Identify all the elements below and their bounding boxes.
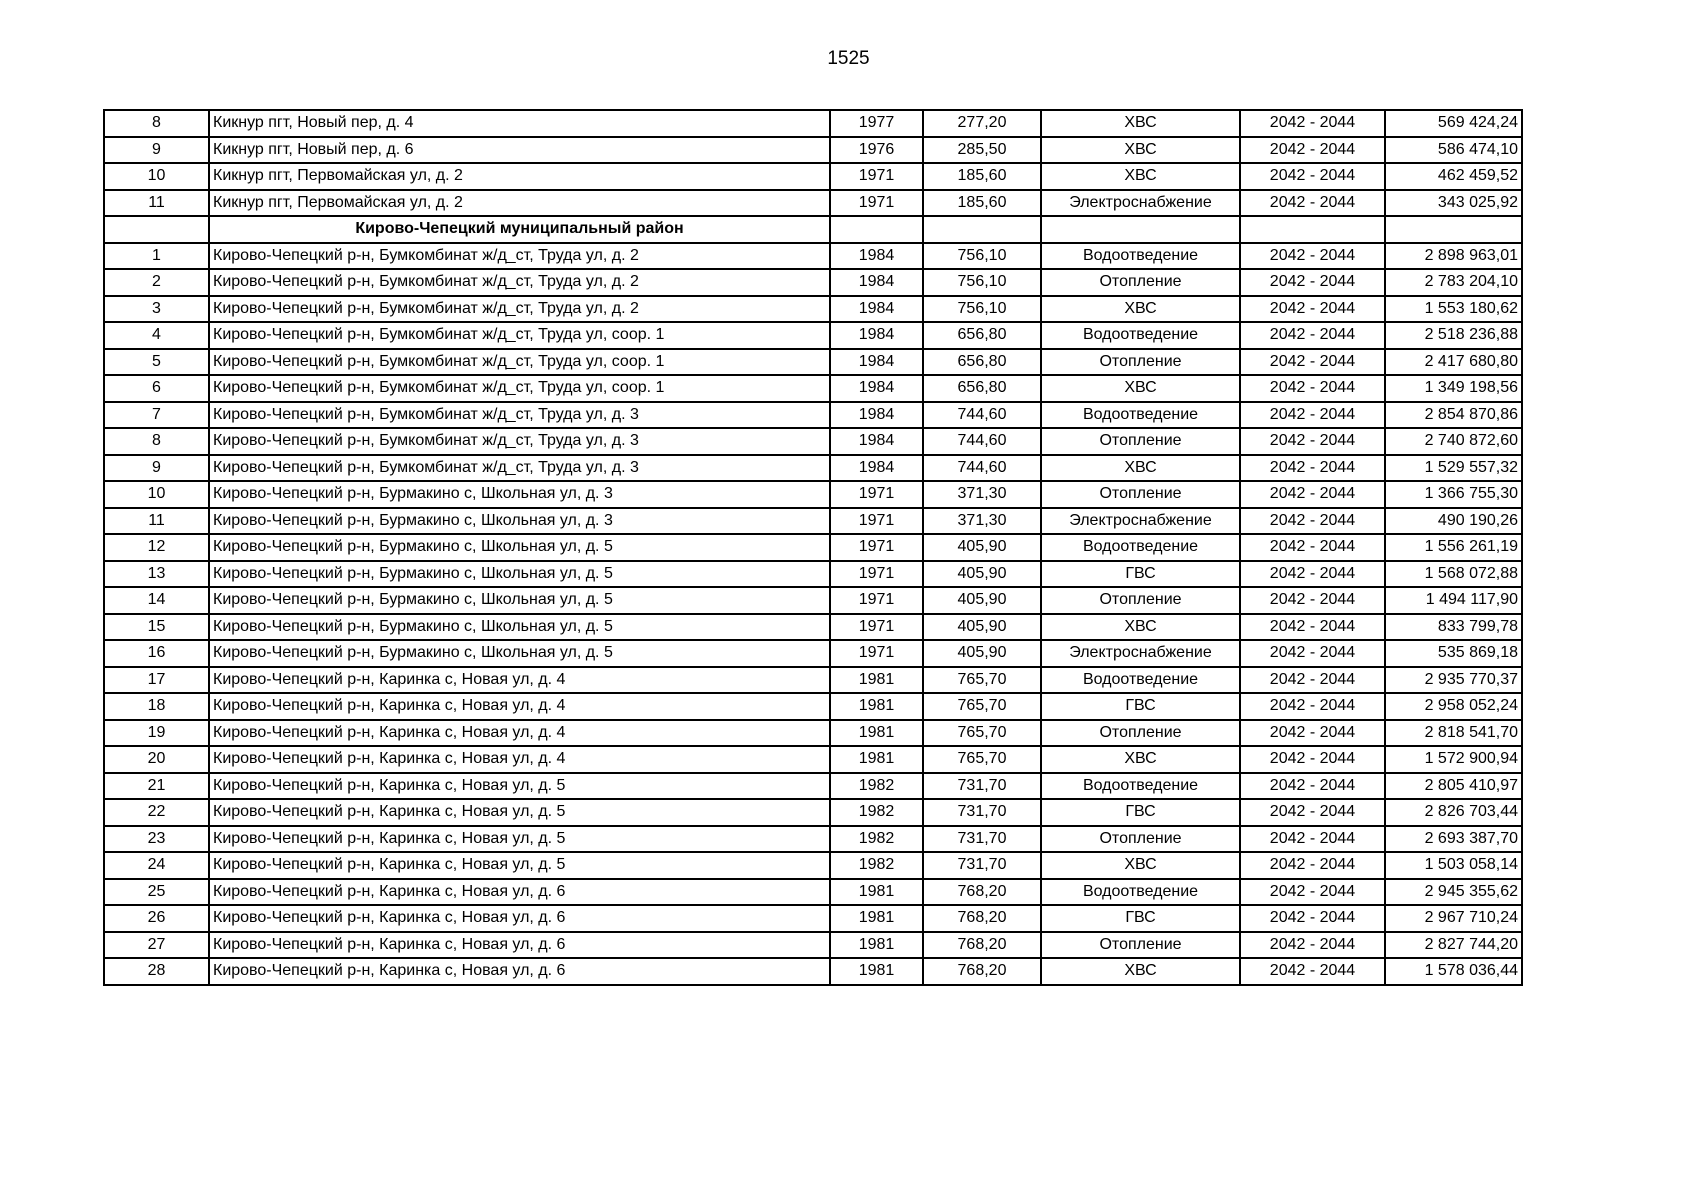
period-cell: 2042 - 2044 — [1240, 322, 1385, 349]
build-year-cell: 1971 — [830, 163, 923, 190]
row-number-cell: 14 — [104, 587, 209, 614]
period-cell — [1240, 216, 1385, 243]
address-cell: Кирово-Чепецкий р-н, Каринка с, Новая ул, д. 5 — [209, 773, 830, 800]
table-row — [104, 879, 1522, 906]
area-cell: 768,20 — [923, 879, 1041, 906]
table-row — [104, 958, 1522, 985]
work-type-cell: Электроснабжение — [1041, 190, 1240, 217]
build-year-cell: 1982 — [830, 773, 923, 800]
row-number-cell: 13 — [104, 561, 209, 588]
build-year-cell: 1981 — [830, 720, 923, 747]
area-cell: 744,60 — [923, 428, 1041, 455]
address-cell: Кикнур пгт, Первомайская ул, д. 2 — [209, 190, 830, 217]
cost-cell: 2 693 387,70 — [1385, 826, 1522, 853]
address-cell: Кирово-Чепецкий р-н, Бурмакино с, Школьная ул, д. 5 — [209, 640, 830, 667]
work-type-cell: Водоотведение — [1041, 879, 1240, 906]
table-row — [104, 508, 1522, 535]
work-type-cell: ГВС — [1041, 561, 1240, 588]
table-row — [104, 932, 1522, 959]
area-cell: 371,30 — [923, 481, 1041, 508]
work-type-cell: ГВС — [1041, 693, 1240, 720]
build-year-cell: 1984 — [830, 455, 923, 482]
area-cell: 765,70 — [923, 667, 1041, 694]
row-number-cell: 21 — [104, 773, 209, 800]
cost-cell: 1 568 072,88 — [1385, 561, 1522, 588]
work-type-cell: ХВС — [1041, 163, 1240, 190]
period-cell: 2042 - 2044 — [1240, 190, 1385, 217]
work-type-cell: Водоотведение — [1041, 322, 1240, 349]
cost-cell: 2 805 410,97 — [1385, 773, 1522, 800]
build-year-cell: 1971 — [830, 561, 923, 588]
address-cell: Кирово-Чепецкий р-н, Бурмакино с, Школьная ул, д. 3 — [209, 481, 830, 508]
area-cell: 756,10 — [923, 269, 1041, 296]
period-cell: 2042 - 2044 — [1240, 667, 1385, 694]
area-cell: 405,90 — [923, 640, 1041, 667]
section-title: Кирово-Чепецкий муниципальный район — [209, 216, 830, 243]
work-type-cell: ХВС — [1041, 852, 1240, 879]
build-year-cell: 1982 — [830, 852, 923, 879]
row-number-cell: 20 — [104, 746, 209, 773]
table-row — [104, 587, 1522, 614]
repair-schedule-table — [103, 109, 1523, 986]
work-type-cell: Водоотведение — [1041, 402, 1240, 429]
build-year-cell: 1971 — [830, 587, 923, 614]
build-year-cell: 1981 — [830, 879, 923, 906]
table-row — [104, 137, 1522, 164]
period-cell: 2042 - 2044 — [1240, 932, 1385, 959]
build-year-cell: 1971 — [830, 190, 923, 217]
address-cell: Кикнур пгт, Новый пер, д. 4 — [209, 110, 830, 137]
table-row — [104, 190, 1522, 217]
period-cell: 2042 - 2044 — [1240, 137, 1385, 164]
area-cell: 656,80 — [923, 322, 1041, 349]
cost-cell: 2 935 770,37 — [1385, 667, 1522, 694]
table-row — [104, 243, 1522, 270]
address-cell: Кирово-Чепецкий р-н, Каринка с, Новая ул, д. 5 — [209, 852, 830, 879]
area-cell: 765,70 — [923, 746, 1041, 773]
period-cell: 2042 - 2044 — [1240, 614, 1385, 641]
area-cell: 768,20 — [923, 932, 1041, 959]
address-cell: Кирово-Чепецкий р-н, Бурмакино с, Школьная ул, д. 5 — [209, 561, 830, 588]
table-row — [104, 349, 1522, 376]
cost-cell: 2 854 870,86 — [1385, 402, 1522, 429]
period-cell: 2042 - 2044 — [1240, 561, 1385, 588]
table-row — [104, 640, 1522, 667]
address-cell: Кирово-Чепецкий р-н, Бурмакино с, Школьная ул, д. 5 — [209, 587, 830, 614]
row-number-cell: 23 — [104, 826, 209, 853]
table-row — [104, 826, 1522, 853]
period-cell: 2042 - 2044 — [1240, 375, 1385, 402]
address-cell: Кирово-Чепецкий р-н, Бумкомбинат ж/д_ст, Труда ул, д. 3 — [209, 428, 830, 455]
period-cell: 2042 - 2044 — [1240, 852, 1385, 879]
address-cell: Кирово-Чепецкий р-н, Бумкомбинат ж/д_ст, Труда ул, соор. 1 — [209, 322, 830, 349]
area-cell: 405,90 — [923, 561, 1041, 588]
work-type-cell: Электроснабжение — [1041, 508, 1240, 535]
build-year-cell: 1971 — [830, 508, 923, 535]
period-cell: 2042 - 2044 — [1240, 826, 1385, 853]
row-number-cell: 1 — [104, 243, 209, 270]
area-cell: 656,80 — [923, 375, 1041, 402]
work-type-cell: ХВС — [1041, 614, 1240, 641]
period-cell: 2042 - 2044 — [1240, 958, 1385, 985]
work-type-cell: ГВС — [1041, 905, 1240, 932]
row-number-cell: 12 — [104, 534, 209, 561]
row-number-cell: 18 — [104, 693, 209, 720]
address-cell: Кирово-Чепецкий р-н, Каринка с, Новая ул, д. 4 — [209, 693, 830, 720]
build-year-cell: 1976 — [830, 137, 923, 164]
period-cell: 2042 - 2044 — [1240, 773, 1385, 800]
work-type-cell: Электроснабжение — [1041, 640, 1240, 667]
table-row — [104, 799, 1522, 826]
period-cell: 2042 - 2044 — [1240, 110, 1385, 137]
period-cell: 2042 - 2044 — [1240, 481, 1385, 508]
row-number-cell: 28 — [104, 958, 209, 985]
cost-cell: 490 190,26 — [1385, 508, 1522, 535]
cost-cell: 1 529 557,32 — [1385, 455, 1522, 482]
area-cell: 744,60 — [923, 455, 1041, 482]
cost-cell: 2 945 355,62 — [1385, 879, 1522, 906]
row-number-cell: 24 — [104, 852, 209, 879]
row-number-cell: 11 — [104, 190, 209, 217]
area-cell: 756,10 — [923, 296, 1041, 323]
area-cell: 277,20 — [923, 110, 1041, 137]
cost-cell: 2 783 204,10 — [1385, 269, 1522, 296]
period-cell: 2042 - 2044 — [1240, 879, 1385, 906]
build-year-cell — [830, 216, 923, 243]
row-number-cell: 8 — [104, 428, 209, 455]
address-cell: Кирово-Чепецкий р-н, Каринка с, Новая ул, д. 4 — [209, 667, 830, 694]
cost-cell: 2 740 872,60 — [1385, 428, 1522, 455]
address-cell: Кирово-Чепецкий р-н, Бумкомбинат ж/д_ст, Труда ул, д. 3 — [209, 402, 830, 429]
work-type-cell: Отопление — [1041, 269, 1240, 296]
table-row — [104, 375, 1522, 402]
cost-cell: 535 869,18 — [1385, 640, 1522, 667]
address-cell: Кикнур пгт, Новый пер, д. 6 — [209, 137, 830, 164]
address-cell: Кирово-Чепецкий р-н, Каринка с, Новая ул, д. 5 — [209, 799, 830, 826]
period-cell: 2042 - 2044 — [1240, 269, 1385, 296]
row-number-cell: 10 — [104, 481, 209, 508]
table-row — [104, 163, 1522, 190]
row-number-cell: 25 — [104, 879, 209, 906]
work-type-cell: Водоотведение — [1041, 534, 1240, 561]
work-type-cell: Водоотведение — [1041, 667, 1240, 694]
build-year-cell: 1981 — [830, 667, 923, 694]
work-type-cell: Отопление — [1041, 428, 1240, 455]
build-year-cell: 1984 — [830, 349, 923, 376]
period-cell: 2042 - 2044 — [1240, 746, 1385, 773]
work-type-cell: ХВС — [1041, 746, 1240, 773]
build-year-cell: 1982 — [830, 826, 923, 853]
period-cell: 2042 - 2044 — [1240, 402, 1385, 429]
work-type-cell: Отопление — [1041, 826, 1240, 853]
address-cell: Кирово-Чепецкий р-н, Бумкомбинат ж/д_ст, Труда ул, д. 2 — [209, 296, 830, 323]
area-cell: 731,70 — [923, 799, 1041, 826]
address-cell: Кирово-Чепецкий р-н, Бурмакино с, Школьная ул, д. 5 — [209, 614, 830, 641]
cost-cell: 1 556 261,19 — [1385, 534, 1522, 561]
table-row — [104, 110, 1522, 137]
table-row — [104, 296, 1522, 323]
table-row — [104, 561, 1522, 588]
build-year-cell: 1981 — [830, 905, 923, 932]
period-cell: 2042 - 2044 — [1240, 163, 1385, 190]
work-type-cell: ХВС — [1041, 137, 1240, 164]
row-number-cell: 2 — [104, 269, 209, 296]
address-cell: Кирово-Чепецкий р-н, Каринка с, Новая ул, д. 4 — [209, 720, 830, 747]
area-cell — [923, 216, 1041, 243]
table-row — [104, 852, 1522, 879]
work-type-cell: Водоотведение — [1041, 773, 1240, 800]
table-row — [104, 269, 1522, 296]
table-row — [104, 720, 1522, 747]
area-cell: 371,30 — [923, 508, 1041, 535]
build-year-cell: 1984 — [830, 375, 923, 402]
row-number-cell: 9 — [104, 455, 209, 482]
address-cell: Кирово-Чепецкий р-н, Бумкомбинат ж/д_ст, Труда ул, д. 2 — [209, 269, 830, 296]
area-cell: 744,60 — [923, 402, 1041, 429]
area-cell: 731,70 — [923, 773, 1041, 800]
table-row — [104, 693, 1522, 720]
address-cell: Кикнур пгт, Первомайская ул, д. 2 — [209, 163, 830, 190]
cost-cell: 1 553 180,62 — [1385, 296, 1522, 323]
address-cell: Кирово-Чепецкий р-н, Каринка с, Новая ул, д. 5 — [209, 826, 830, 853]
row-number-cell: 5 — [104, 349, 209, 376]
cost-cell: 586 474,10 — [1385, 137, 1522, 164]
period-cell: 2042 - 2044 — [1240, 243, 1385, 270]
address-cell: Кирово-Чепецкий р-н, Бурмакино с, Школьная ул, д. 3 — [209, 508, 830, 535]
address-cell: Кирово-Чепецкий р-н, Каринка с, Новая ул, д. 6 — [209, 958, 830, 985]
cost-cell: 2 518 236,88 — [1385, 322, 1522, 349]
build-year-cell: 1981 — [830, 693, 923, 720]
row-number-cell: 15 — [104, 614, 209, 641]
work-type-cell: ХВС — [1041, 110, 1240, 137]
work-type-cell: Отопление — [1041, 720, 1240, 747]
address-cell: Кирово-Чепецкий р-н, Каринка с, Новая ул, д. 6 — [209, 905, 830, 932]
table-row — [104, 614, 1522, 641]
row-number-cell: 9 — [104, 137, 209, 164]
build-year-cell: 1984 — [830, 243, 923, 270]
address-cell: Кирово-Чепецкий р-н, Бурмакино с, Школьная ул, д. 5 — [209, 534, 830, 561]
cost-cell: 2 818 541,70 — [1385, 720, 1522, 747]
period-cell: 2042 - 2044 — [1240, 455, 1385, 482]
table-row — [104, 455, 1522, 482]
cost-cell: 1 366 755,30 — [1385, 481, 1522, 508]
cost-cell: 2 417 680,80 — [1385, 349, 1522, 376]
build-year-cell: 1984 — [830, 269, 923, 296]
cost-cell: 2 958 052,24 — [1385, 693, 1522, 720]
area-cell: 405,90 — [923, 614, 1041, 641]
build-year-cell: 1984 — [830, 296, 923, 323]
row-number-cell: 7 — [104, 402, 209, 429]
row-number-cell — [104, 216, 209, 243]
work-type-cell: Отопление — [1041, 349, 1240, 376]
period-cell: 2042 - 2044 — [1240, 720, 1385, 747]
address-cell: Кирово-Чепецкий р-н, Каринка с, Новая ул, д. 6 — [209, 879, 830, 906]
work-type-cell: ГВС — [1041, 799, 1240, 826]
work-type-cell: Отопление — [1041, 587, 1240, 614]
cost-cell: 1 572 900,94 — [1385, 746, 1522, 773]
cost-cell: 2 826 703,44 — [1385, 799, 1522, 826]
build-year-cell: 1971 — [830, 481, 923, 508]
row-number-cell: 17 — [104, 667, 209, 694]
address-cell: Кирово-Чепецкий р-н, Бумкомбинат ж/д_ст, Труда ул, д. 3 — [209, 455, 830, 482]
work-type-cell: Отопление — [1041, 932, 1240, 959]
row-number-cell: 10 — [104, 163, 209, 190]
table-body — [104, 110, 1522, 985]
period-cell: 2042 - 2044 — [1240, 349, 1385, 376]
table-row — [104, 402, 1522, 429]
area-cell: 656,80 — [923, 349, 1041, 376]
build-year-cell: 1984 — [830, 322, 923, 349]
period-cell: 2042 - 2044 — [1240, 296, 1385, 323]
address-cell: Кирово-Чепецкий р-н, Каринка с, Новая ул, д. 6 — [209, 932, 830, 959]
row-number-cell: 3 — [104, 296, 209, 323]
cost-cell: 2 967 710,24 — [1385, 905, 1522, 932]
period-cell: 2042 - 2044 — [1240, 587, 1385, 614]
period-cell: 2042 - 2044 — [1240, 508, 1385, 535]
area-cell: 768,20 — [923, 958, 1041, 985]
area-cell: 285,50 — [923, 137, 1041, 164]
row-number-cell: 26 — [104, 905, 209, 932]
address-cell: Кирово-Чепецкий р-н, Бумкомбинат ж/д_ст, Труда ул, соор. 1 — [209, 375, 830, 402]
period-cell: 2042 - 2044 — [1240, 640, 1385, 667]
area-cell: 731,70 — [923, 826, 1041, 853]
build-year-cell: 1977 — [830, 110, 923, 137]
work-type-cell: ХВС — [1041, 455, 1240, 482]
cost-cell: 462 459,52 — [1385, 163, 1522, 190]
cost-cell: 2 827 744,20 — [1385, 932, 1522, 959]
build-year-cell: 1981 — [830, 746, 923, 773]
build-year-cell: 1982 — [830, 799, 923, 826]
row-number-cell: 8 — [104, 110, 209, 137]
work-type-cell — [1041, 216, 1240, 243]
cost-cell: 569 424,24 — [1385, 110, 1522, 137]
address-cell: Кирово-Чепецкий р-н, Бумкомбинат ж/д_ст, Труда ул, д. 2 — [209, 243, 830, 270]
area-cell: 405,90 — [923, 587, 1041, 614]
period-cell: 2042 - 2044 — [1240, 905, 1385, 932]
area-cell: 731,70 — [923, 852, 1041, 879]
table-row — [104, 667, 1522, 694]
period-cell: 2042 - 2044 — [1240, 428, 1385, 455]
table-row — [104, 746, 1522, 773]
area-cell: 756,10 — [923, 243, 1041, 270]
table-row — [104, 773, 1522, 800]
area-cell: 185,60 — [923, 163, 1041, 190]
build-year-cell: 1971 — [830, 640, 923, 667]
area-cell: 405,90 — [923, 534, 1041, 561]
row-number-cell: 22 — [104, 799, 209, 826]
row-number-cell: 11 — [104, 508, 209, 535]
cost-cell: 833 799,78 — [1385, 614, 1522, 641]
build-year-cell: 1971 — [830, 614, 923, 641]
period-cell: 2042 - 2044 — [1240, 534, 1385, 561]
area-cell: 765,70 — [923, 720, 1041, 747]
address-cell: Кирово-Чепецкий р-н, Каринка с, Новая ул, д. 4 — [209, 746, 830, 773]
work-type-cell: Водоотведение — [1041, 243, 1240, 270]
section-header-row — [104, 216, 1522, 243]
area-cell: 185,60 — [923, 190, 1041, 217]
period-cell: 2042 - 2044 — [1240, 799, 1385, 826]
work-type-cell: ХВС — [1041, 958, 1240, 985]
row-number-cell: 6 — [104, 375, 209, 402]
build-year-cell: 1981 — [830, 932, 923, 959]
row-number-cell: 16 — [104, 640, 209, 667]
work-type-cell: Отопление — [1041, 481, 1240, 508]
cost-cell: 343 025,92 — [1385, 190, 1522, 217]
area-cell: 768,20 — [923, 905, 1041, 932]
cost-cell: 2 898 963,01 — [1385, 243, 1522, 270]
row-number-cell: 4 — [104, 322, 209, 349]
build-year-cell: 1981 — [830, 958, 923, 985]
period-cell: 2042 - 2044 — [1240, 693, 1385, 720]
work-type-cell: ХВС — [1041, 296, 1240, 323]
work-type-cell: ХВС — [1041, 375, 1240, 402]
row-number-cell: 19 — [104, 720, 209, 747]
table-row — [104, 428, 1522, 455]
row-number-cell: 27 — [104, 932, 209, 959]
cost-cell: 1 349 198,56 — [1385, 375, 1522, 402]
cost-cell: 1 494 117,90 — [1385, 587, 1522, 614]
table-row — [104, 534, 1522, 561]
cost-cell — [1385, 216, 1522, 243]
build-year-cell: 1984 — [830, 402, 923, 429]
table-row — [104, 481, 1522, 508]
build-year-cell: 1984 — [830, 428, 923, 455]
page-number: 1525 — [827, 48, 870, 69]
area-cell: 765,70 — [923, 693, 1041, 720]
cost-cell: 1 503 058,14 — [1385, 852, 1522, 879]
table-row — [104, 905, 1522, 932]
address-cell: Кирово-Чепецкий р-н, Бумкомбинат ж/д_ст, Труда ул, соор. 1 — [209, 349, 830, 376]
build-year-cell: 1971 — [830, 534, 923, 561]
cost-cell: 1 578 036,44 — [1385, 958, 1522, 985]
table-row — [104, 322, 1522, 349]
